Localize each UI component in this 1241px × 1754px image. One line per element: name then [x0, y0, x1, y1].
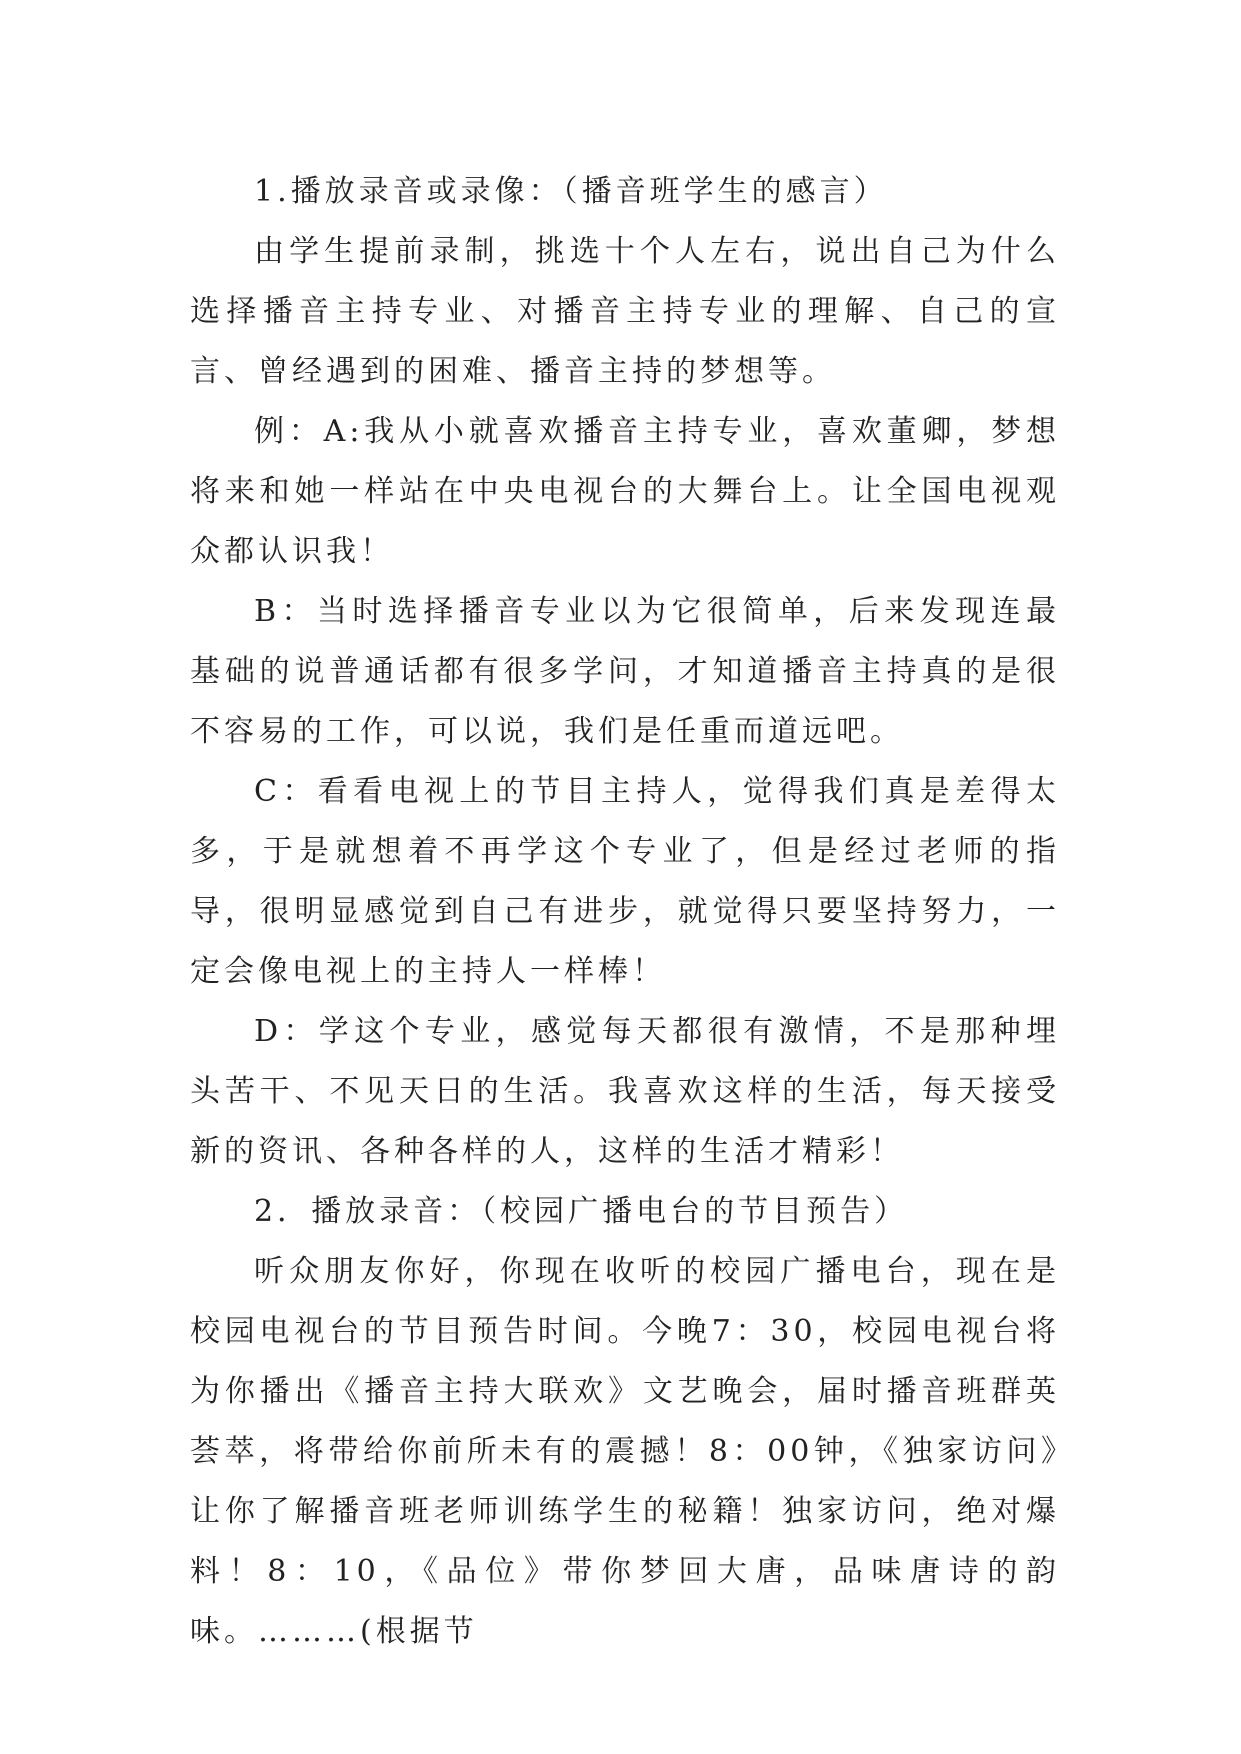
- paragraph-7: 2．播放录音：（校园广播电台的节目预告）: [254, 1194, 909, 1229]
- paragraph-4: B：当时选择播音专业以为它很简单，后来发现连最基础的说普通话都有很多学问，才知道播音主持真的是很不容易的工作，可以说，我们是任重而道远吧。: [190, 594, 1060, 749]
- paragraph-1: 1.播放录音或录像：（播音班学生的感言）: [254, 174, 888, 209]
- paragraph-8: 听众朋友你好，你现在收听的校园广播电台，现在是校园电视台的节目预告时间。今晚7：30，校园电视台将为你播出《播音主持大联欢》文艺晚会，届时播音班群英荟萃，将带给你前所未有的震撼！8：00钟，《独家访问》让你了解播音班老师训练学生的秘籍！独家访问，绝对爆料！8：10，《品位》带你梦回大唐，品味唐诗的韵味。………(根据节: [190, 1254, 1060, 1649]
- paragraph-3: 例：A:我从小就喜欢播音主持专业，喜欢董卿，梦想将来和她一样站在中央电视台的大舞台上。让全国电视观众都认识我！: [190, 414, 1060, 569]
- paragraph-6: D：学这个专业，感觉每天都很有激情，不是那种埋头苦干、不见天日的生活。我喜欢这样的生活，每天接受新的资讯、各种各样的人，这样的生活才精彩！: [190, 1014, 1060, 1169]
- document-body: [190, 162, 1060, 1662]
- paragraph-5: C：看看电视上的节目主持人，觉得我们真是差得太多，于是就想着不再学这个专业了，但是经过老师的指导，很明显感觉到自己有进步，就觉得只要坚持努力，一定会像电视上的主持人一样棒！: [190, 774, 1060, 989]
- paragraph-2: 由学生提前录制，挑选十个人左右，说出自己为什么选择播音主持专业、对播音主持专业的理解、自己的宣言、曾经遇到的困难、播音主持的梦想等。: [190, 234, 1060, 389]
